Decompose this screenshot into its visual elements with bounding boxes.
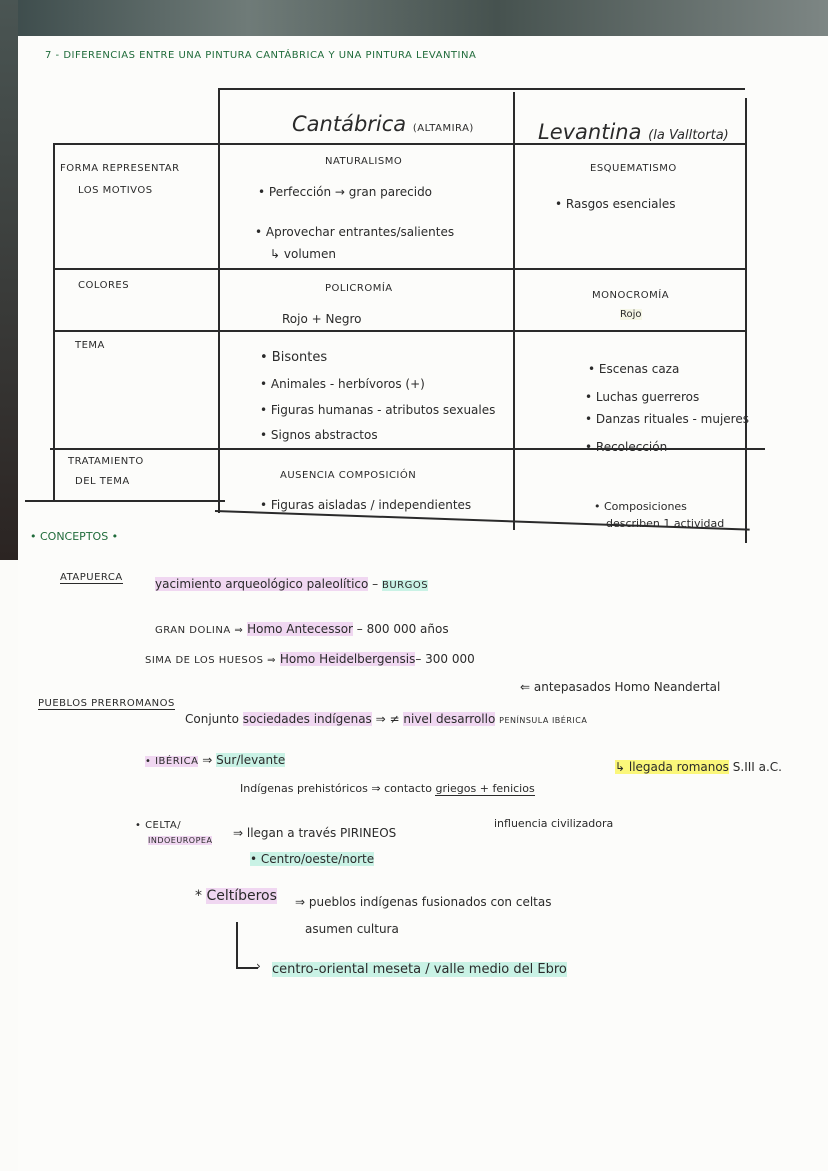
definition-line: yacimiento arqueológico paleolítico – BURGOS — [155, 577, 429, 591]
row-label: DEL TEMA — [75, 476, 130, 487]
row-label: TEMA — [75, 340, 105, 351]
cell-text: • Rasgos esenciales — [555, 197, 676, 211]
arrow-connector — [236, 967, 258, 969]
celtiberos-label: * Celtíberos — [195, 888, 277, 904]
row-label: COLORES — [78, 280, 130, 291]
indoeuropea-label: INDOEUROPEA — [148, 836, 213, 845]
cell-text: POLICROMÍA — [325, 283, 393, 294]
header-cantabrica: Cantábrica (ALTAMIRA) — [292, 112, 474, 136]
cell-text: MONOCROMÍA — [592, 290, 670, 301]
cell-text: • Luchas guerreros — [585, 390, 700, 404]
iberica-line: • IBÉRICA ⇒ Sur/levante — [145, 753, 286, 767]
arrow-connector — [236, 922, 238, 968]
cell-text: • Escenas caza — [588, 362, 680, 376]
celta-label: • CELTA/ — [135, 820, 182, 831]
cell-text: describen 1 actividad — [606, 517, 725, 530]
cell-text: • Perfección → gran parecido — [258, 185, 433, 199]
cell-text: ESQUEMATISMO — [590, 163, 677, 174]
celta-location: • Centro/oeste/norte — [250, 852, 375, 866]
cell-text: NATURALISMO — [325, 156, 403, 167]
arrow-head-icon: › — [256, 959, 261, 973]
term-atapuerca: ATAPUERCA — [60, 572, 123, 583]
row-label: TRATAMIENTO — [68, 456, 144, 467]
cell-text: Rojo — [620, 309, 642, 320]
cell-text: • Animales - herbívoros (+) — [260, 377, 425, 391]
cell-text: • Figuras aisladas / independientes — [260, 498, 472, 512]
celtiberos-culture: asumen cultura — [305, 922, 399, 936]
llegada-romanos-note: ↳ llegada romanos S.III a.C. — [615, 760, 782, 774]
neandertal-note: ⇐ antepasados Homo Neandertal — [520, 680, 721, 694]
cell-text: Rojo + Negro — [282, 312, 362, 326]
row-label: LOS MOTIVOS — [78, 185, 153, 196]
cell-text: • Danzas rituales - mujeres — [585, 412, 749, 426]
header-levantina: Levantina (la Valltorta) — [538, 120, 729, 144]
cell-text: • Bisontes — [260, 350, 328, 365]
prerromanos-definition: Conjunto sociedades indígenas ⇒ ≠ nivel desarrollo PENÍNSULA IBÉRICA — [185, 712, 588, 726]
term-pueblos-prerromanos: PUEBLOS PRERROMANOS — [38, 698, 175, 709]
photo-background-top — [0, 0, 828, 40]
cell-text: • Aprovechar entrantes/salientes — [255, 225, 455, 239]
indigenas-line: Indígenas prehistóricos ⇒ contacto griegos + fenicios — [240, 782, 535, 795]
cell-text: • Composiciones — [594, 500, 687, 513]
photo-background-left — [0, 0, 18, 560]
row-label: FORMA REPRESENTAR — [60, 163, 180, 174]
gran-dolina-line: GRAN DOLINA ⇒ Homo Antecessor – 800 000 años — [155, 622, 449, 636]
notebook-page — [18, 36, 828, 1171]
influencia-note: influencia civilizadora — [494, 817, 614, 830]
cell-text: ↳ volumen — [270, 247, 336, 261]
cell-text: AUSENCIA COMPOSICIÓN — [280, 470, 417, 481]
celta-description: ⇒ llegan a través PIRINEOS — [233, 826, 397, 840]
cell-text: • Signos abstractos — [260, 428, 378, 442]
page-title: 7 - DIFERENCIAS ENTRE UNA PINTURA CANTÁBRICA Y UNA PINTURA LEVANTINA — [45, 50, 477, 61]
celtiberos-location: centro-oriental meseta / valle medio del Ebro — [272, 962, 567, 977]
sima-line: SIMA DE LOS HUESOS ⇒ Homo Heidelbergensis– 300 000 — [145, 652, 475, 666]
celtiberos-description: ⇒ pueblos indígenas fusionados con celtas — [295, 895, 552, 909]
cell-text: • Figuras humanas - atributos sexuales — [260, 403, 496, 417]
cell-text: • Recolección — [585, 440, 668, 454]
section-heading: • CONCEPTOS • — [30, 530, 119, 543]
